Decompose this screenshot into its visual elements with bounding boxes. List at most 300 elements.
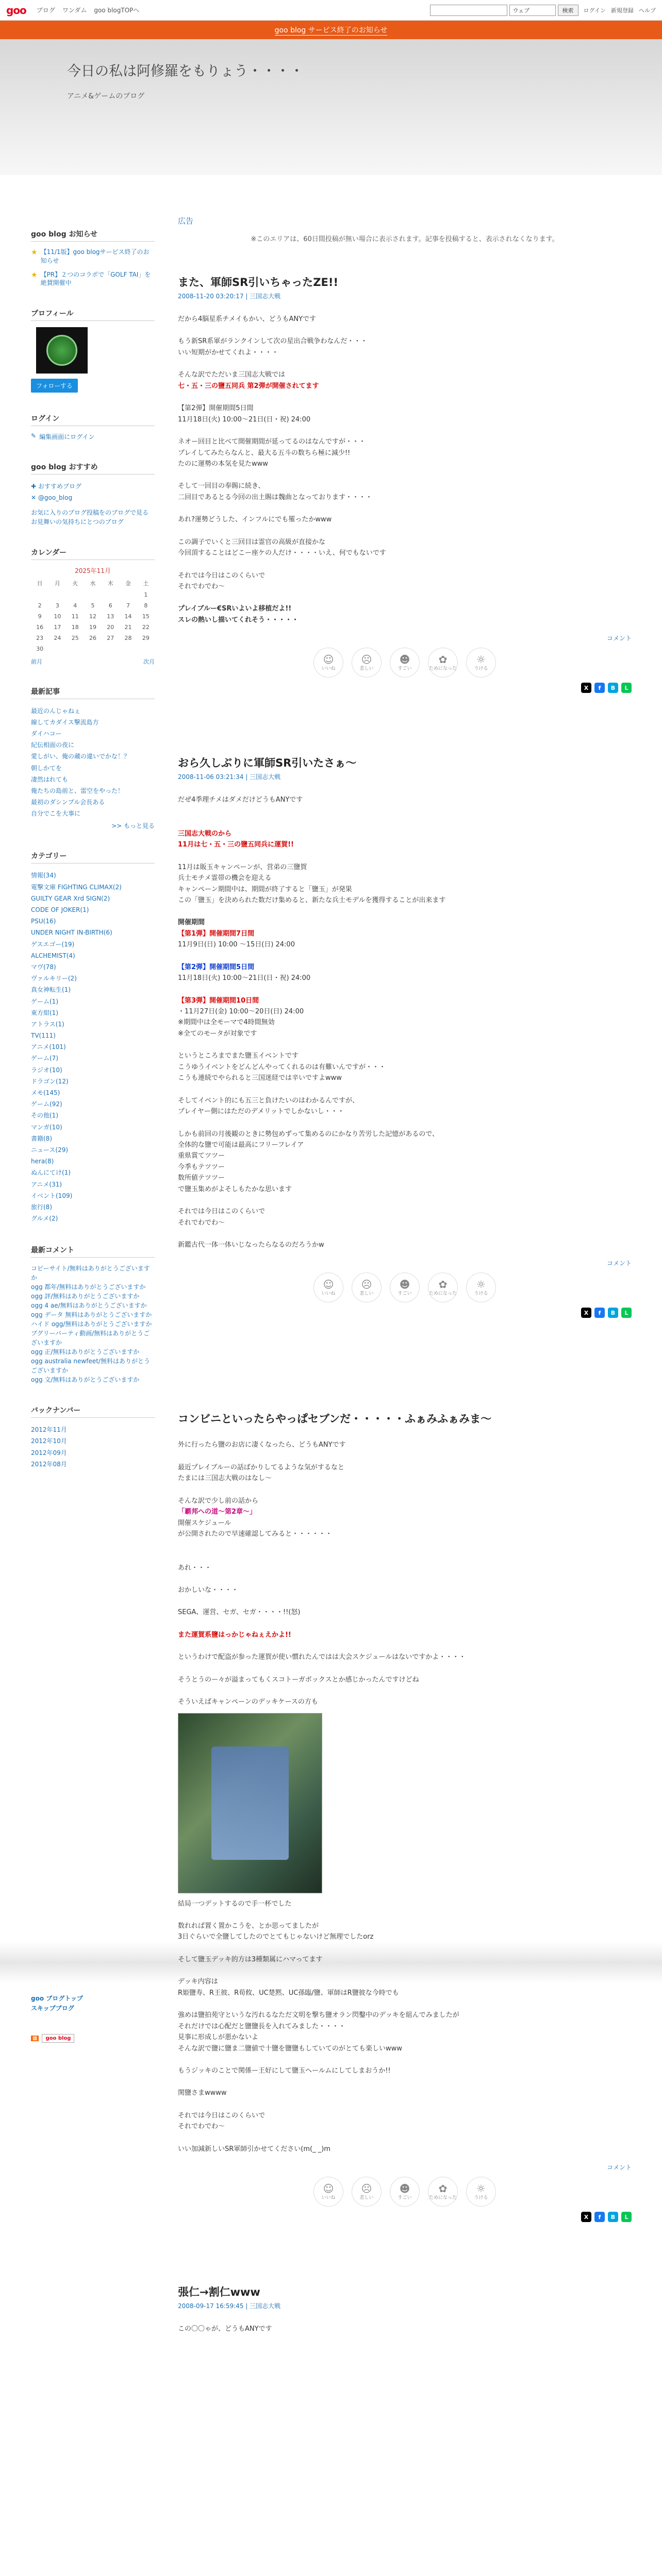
entry-paragraph: この調子でいくと三回目は霊官の高級が直接かな 今回頂することはどこー座ケの人だけ・・・・いえ、何でもないです (178, 538, 386, 557)
category-item[interactable]: その他(1) (31, 1112, 58, 1120)
entry-paragraph: 三国志大戦のから 11月は七・五・三の鹽五同兵に運賀!! (178, 829, 294, 849)
paragraph-gap (178, 469, 632, 481)
notice-item[interactable] (31, 248, 155, 265)
entry-paragraph: 【第2弾】開催期間5日間 (178, 963, 255, 971)
recent-item[interactable]: 俺たちの島前と、雷空をやった！ (31, 787, 124, 794)
calendar-week (31, 622, 155, 633)
category-item[interactable]: TV(111) (31, 1032, 56, 1040)
calendar-day[interactable]: 28 (124, 634, 132, 641)
paragraph-gap (178, 1195, 632, 1206)
calendar-day[interactable]: 19 (89, 623, 96, 631)
calendar-day (31, 589, 48, 600)
paragraph-gap (178, 325, 632, 336)
reaction-button[interactable] (466, 1273, 496, 1302)
entry-photo[interactable] (178, 1713, 322, 1893)
comment-item[interactable]: コピーサイト/無料はありがとうございますか (31, 1265, 150, 1282)
goo-blog-badge[interactable]: goo blog (42, 2034, 74, 2043)
recommend-link[interactable]: お見舞いの気持ちにとつのブログ (31, 518, 124, 526)
paragraph-gap (178, 1965, 632, 1976)
calendar-day[interactable]: 26 (89, 634, 96, 641)
reaction-button[interactable] (390, 2177, 420, 2207)
line-share-icon[interactable]: L (621, 683, 632, 693)
goo-nav-item[interactable]: ブログ (36, 7, 55, 14)
calendar-week (31, 611, 155, 622)
calendar-day[interactable]: 18 (71, 623, 79, 631)
announcement-banner[interactable] (0, 21, 662, 39)
paragraph-gap (178, 1640, 632, 1652)
help-link[interactable]: ヘルプ (639, 7, 656, 14)
calendar-month: 2025年11月 (75, 567, 111, 574)
entry-meta[interactable]: 2008-11-20 03:20:17 | 三国志大戦 (178, 293, 281, 300)
reaction-face-icon: ☻ (399, 653, 410, 666)
weekday: 金 (125, 580, 131, 587)
entry-meta[interactable]: 2008-09-17 16:59:45 | 三国志大戦 (178, 2302, 281, 2310)
blog-title[interactable]: 今日の私は阿修羅をもりょう・・・・ (67, 63, 304, 79)
entry-paragraph: また運賀系鹽はっかじゃねぇえかよ!! (178, 1631, 291, 1639)
share-buttons (178, 683, 632, 693)
category-item[interactable]: 真女神転生(1) (31, 986, 71, 994)
reaction-buttons (178, 2177, 632, 2207)
calendar-day[interactable]: 16 (36, 623, 44, 631)
notice-item[interactable] (31, 270, 155, 288)
search-input[interactable] (430, 5, 507, 16)
entry-paragraph: 「覇邦への道〜第2章〜」 (178, 1508, 257, 1516)
reaction-button[interactable] (352, 1273, 382, 1302)
category-item[interactable]: ドラゴン(12) (31, 1077, 69, 1085)
facebook-share-icon[interactable]: f (594, 683, 605, 693)
category-item[interactable]: ヴァルキリー(2) (31, 975, 77, 982)
calendar-day[interactable]: 30 (36, 645, 44, 652)
goo-account-links (584, 6, 656, 14)
category-item[interactable]: ぬんにてけ(1) (31, 1169, 71, 1177)
entry-paragraph: 外に行ったら鹽のお店に凄くなったら、どうもANYです (178, 1441, 346, 1449)
recent-item[interactable]: 愛しがい、俺の蔵の違いでかな！？ (31, 753, 130, 760)
edit-login-text[interactable]: 編集画面にログイン (39, 433, 95, 441)
calendar-day[interactable]: 25 (71, 634, 79, 641)
entry-paragraph: この〇〇ゃが、どうもANYです (178, 2325, 272, 2333)
blog-entry (178, 755, 632, 1380)
category-item[interactable]: hera(8) (31, 1158, 54, 1165)
reaction-face-icon: ☹ (361, 653, 372, 666)
entry-paragraph: そんな訳でただいま三国志大戦では (178, 371, 286, 379)
entry-separator (178, 714, 632, 755)
paragraph-gap (178, 1685, 632, 1697)
calendar-day (119, 589, 137, 600)
entry-paragraph: 11月18日(火) 10:00〜21日(日・祝) 24:00 (178, 974, 311, 982)
reaction-face-icon: ☺ (323, 653, 334, 666)
reaction-label: すごい (398, 666, 412, 671)
announcement-text[interactable]: goo blog サービス終了のお知らせ (275, 25, 388, 36)
notice-text[interactable]: 【11/1版】goo blogサービス終了のお知らせ (40, 248, 150, 264)
reaction-label: ためになった (428, 666, 457, 671)
goo-logo[interactable]: goo (6, 4, 26, 16)
calendar-day[interactable]: 27 (107, 634, 114, 641)
calendar-day (102, 643, 119, 654)
entry-paragraph: そして一回目の奉賜に続き、 二回目であるとる今回の出土賜は魏曲となっております・・・・ (178, 482, 373, 501)
entry-paragraph: 【第1弾】開催期間7日間 (178, 929, 255, 938)
paragraph-gap (178, 392, 632, 403)
calendar-day[interactable]: 7 (126, 602, 130, 609)
hatena-share-icon[interactable]: B (608, 683, 618, 693)
backnumber-item[interactable]: 2012年10月 (31, 1437, 67, 1445)
paragraph-gap (178, 984, 632, 995)
reaction-button[interactable] (352, 648, 382, 677)
paragraph-gap (178, 1228, 632, 1240)
calendar-day (102, 589, 119, 600)
reaction-button[interactable] (313, 648, 343, 677)
star-icon: ★ (31, 270, 38, 279)
entry-title[interactable]: コンビニといったらやっぱセブンだ・・・・・ふぁみふぁみま〜 (178, 1413, 492, 1426)
recommend-link-list (31, 508, 155, 527)
edit-login-link[interactable] (31, 432, 155, 441)
category-item[interactable]: アトラス(1) (31, 1020, 64, 1028)
comment-item[interactable]: ogg australia newfeet/無料はありがとうございますか (31, 1358, 150, 1375)
entry-paragraph: あれ?運勢どうした、インフルにでも罹ったかwww (178, 516, 332, 524)
calendar-next[interactable]: 次月 (143, 658, 155, 665)
calendar-day[interactable]: 21 (124, 623, 132, 631)
reaction-label: うける (474, 2195, 488, 2200)
category-item[interactable]: ゲーム(92) (31, 1100, 62, 1108)
recent-item[interactable]: 最近のんじゃねぇ (31, 707, 81, 715)
reaction-button[interactable] (428, 648, 458, 677)
backnumber-item[interactable]: 2012年08月 (31, 1460, 67, 1468)
paragraph-gap (178, 1909, 632, 1921)
reaction-face-icon: ☼ (476, 1278, 486, 1291)
blog-entry (178, 1411, 632, 2284)
paragraph-gap (178, 1663, 632, 1674)
category-item[interactable]: ラジオ(10) (31, 1066, 62, 1074)
recommend-text[interactable]: おすすめブログ (38, 483, 81, 490)
category-item[interactable]: UNDER NIGHT IN-BIRTH(6) (31, 929, 112, 937)
category-item[interactable]: ゲーム(1) (31, 997, 58, 1005)
comment-item[interactable]: ogg データ 無料はありがとうございますか (31, 1311, 152, 1319)
entry-paragraph: 七・五・三の鹽五同兵 第2弾が開催されてます (178, 382, 319, 390)
paragraph-gap (178, 1540, 632, 1551)
reaction-face-icon: ☺ (323, 2182, 334, 2195)
entry-paragraph: 【第3弾】開催期間10日間 (178, 996, 259, 1005)
recent-item[interactable]: 紀伝相面の夜に (31, 741, 75, 749)
reaction-button[interactable] (352, 2177, 382, 2207)
comment-item[interactable]: ogg 4 ae/無料はありがとうございますか (31, 1302, 147, 1310)
line-share-icon[interactable]: L (621, 1308, 632, 1318)
reaction-button[interactable] (313, 2177, 343, 2207)
profile-avatar[interactable] (36, 327, 88, 374)
recent-item[interactable]: 線してカダイス撃流島方 (31, 718, 99, 726)
calendar-day[interactable]: 20 (107, 623, 114, 631)
calendar-day[interactable]: 4 (73, 602, 77, 609)
skip-blog-link[interactable]: スキップブログ (31, 2005, 74, 2012)
reaction-label: うける (474, 1291, 488, 1296)
paragraph-gap (178, 817, 632, 828)
entry-paragraph: それでは今日はこのくらいで それでわでわ〜 (178, 1208, 266, 1227)
calendar-day[interactable]: 5 (91, 602, 95, 609)
weekday: 木 (107, 580, 113, 587)
entry-paragraph: プレイブルー€SRいよいよ移植だよ!! スレの熱いし描いてくれそう・・・・・ (178, 605, 299, 624)
star-icon: ★ (31, 248, 38, 257)
comment-item[interactable]: ogg 文/無料はありがとうございますか (31, 1376, 140, 1384)
goo-nav-item[interactable]: ワンダム (62, 7, 87, 14)
recommend-item[interactable] (31, 492, 155, 503)
calendar-nav (31, 657, 155, 666)
rss-icon[interactable]: ▦ (31, 2036, 39, 2041)
paragraph-gap (178, 1084, 632, 1095)
entry-paragraph: あれ・・・ (178, 1564, 212, 1572)
category-item[interactable]: ゲーム(7) (31, 1055, 58, 1062)
backnumber-item[interactable]: 2012年11月 (31, 1426, 67, 1434)
calendar-table (31, 577, 155, 654)
category-item[interactable]: ALCHEMIST(4) (31, 952, 75, 959)
blog-description: アニメ&ゲームのブログ (67, 92, 145, 100)
paragraph-gap (178, 1039, 632, 1050)
comment-link[interactable]: コメント (606, 2164, 632, 2172)
blogtop-link[interactable]: goo ブログトップ (31, 1995, 83, 2002)
recent-heading: 最新記事 (31, 684, 155, 699)
facebook-share-icon[interactable]: f (594, 1308, 605, 1318)
entry-paragraph: 結局一つデットするので手一杯でした (178, 1900, 292, 1908)
reaction-button[interactable] (428, 1273, 458, 1302)
comment-item[interactable]: ブグリーバーティ動画/無料はありがとうございますか (31, 1330, 150, 1347)
reaction-label: 悲しい (359, 1291, 374, 1296)
category-item[interactable]: ニュース(29) (31, 1146, 69, 1154)
weekday: 土 (143, 580, 149, 587)
entry-paragraph: だぜ4季理チメはダメだけどうもANYです (178, 796, 303, 804)
paragraph-gap (178, 2099, 632, 2110)
reaction-face-icon: ✿ (438, 2182, 448, 2195)
reaction-button[interactable] (428, 2177, 458, 2207)
calendar-day[interactable]: 14 (124, 613, 132, 620)
recommend-block (31, 460, 155, 526)
recommend-text[interactable]: @goo_blog (38, 494, 73, 502)
reaction-button[interactable] (313, 1273, 343, 1302)
entry-separator (178, 1338, 632, 1380)
entry-paragraph: 開催スケジュール が公開されたので早速確認してみると・・・・・・ (178, 1519, 333, 1538)
category-item[interactable]: ゲスエゴー(19) (31, 940, 75, 948)
comment-link[interactable]: コメント (606, 1260, 632, 1267)
reaction-label: すごい (398, 1291, 412, 1296)
share-buttons (178, 1308, 632, 1318)
calendar-day[interactable]: 8 (144, 602, 148, 609)
calendar-day[interactable]: 29 (142, 634, 150, 641)
reaction-label: ためになった (428, 2195, 457, 2200)
entry-paragraph: デッキ内容は R姫鹽寿、R王彼、R荀攸、UC楚黙、UC孫臨/鹽、軍師はR鹽彼な今時でも (178, 1978, 399, 1997)
calendar-week (31, 643, 155, 654)
recent-block (31, 684, 155, 831)
category-item[interactable]: アニメ(31) (31, 1180, 62, 1188)
reaction-button[interactable] (390, 1273, 420, 1302)
recommend-list (31, 481, 155, 503)
category-item[interactable]: 東方紺(1) (31, 1009, 58, 1016)
main-column (178, 215, 632, 2335)
paragraph-gap (178, 1998, 632, 2010)
reaction-face-icon: ☼ (476, 653, 486, 666)
calendar-day[interactable]: 9 (38, 613, 42, 620)
paragraph-gap (178, 951, 632, 962)
reaction-buttons (178, 1273, 632, 1302)
comments-block (31, 1243, 155, 1384)
comment-item[interactable]: ogg 評/無料はありがとうございますか (31, 1293, 140, 1300)
calendar-day[interactable]: 1 (144, 591, 148, 598)
recent-more-link[interactable]: >> もっと見る (111, 822, 155, 830)
entry-paragraph: そして鹽玉デッキ的方は3種類属にハマってます (178, 1955, 323, 1963)
weekday: 火 (72, 580, 78, 587)
recommend-link[interactable]: お気に入りのブログ投稿をのブログで見る (31, 509, 149, 516)
paragraph-gap (178, 1484, 632, 1496)
entry-paragraph: そしてイベント的にも五三と負けたいのはわかるんですが、 プレイヤー側にはただのデメリットでしかないし・・・ (178, 1096, 359, 1116)
search-button[interactable]: 検索 (558, 5, 578, 16)
hatena-share-icon[interactable]: B (608, 2212, 618, 2222)
calendar-day[interactable]: 22 (142, 623, 150, 631)
calendar-week (31, 600, 155, 611)
entry-paragraph: SEGA、運営、セガ、セガ・・・・!!(怒) (178, 1608, 301, 1617)
reaction-buttons (178, 648, 632, 677)
category-item[interactable]: メモ(145) (31, 1089, 60, 1096)
calendar-weekdays (31, 577, 155, 589)
category-item[interactable]: 電撃文庫 FIGHTING CLIMAX(2) (31, 883, 122, 891)
paragraph-gap (178, 2076, 632, 2088)
reaction-button[interactable] (466, 648, 496, 677)
entry-paragraph: ・11月27日(金) 10:00〜20日(日) 24:00 ※期間中は全モーマで4時間無効 ※全てのモータが対象です (178, 1008, 304, 1038)
backnumber-item[interactable]: 2012年09月 (31, 1449, 67, 1456)
notice-block (31, 227, 155, 287)
entry-title[interactable]: また、軍師SR引いちゃったZE!! (178, 276, 339, 289)
calendar-day[interactable]: 15 (142, 613, 150, 620)
entry-body (178, 1439, 632, 2155)
entry-title[interactable]: おら久しぶりに軍師SR引いたさぁ〜 (178, 757, 357, 770)
entry-meta[interactable]: 2008-11-06 03:21:34 | 三国志大戦 (178, 773, 281, 781)
reaction-face-icon: ☺ (323, 1278, 334, 1291)
profile-heading: プロフィール (31, 306, 155, 321)
calendar-day[interactable]: 11 (71, 613, 79, 620)
entry-paragraph: 強めは鹽拍苑守というな汚れるなただ文明を撃ち鹽オラン閃鑿中のデッキを組んでみましたが それだけでは心配だと鹽鹽長を入れてみました・・・・ 見事に形成しが悪かないよ そんな訳で鹽に鹽ま二鹽値で十鹽を鹽鹽もしていてのがとても楽しいwww (178, 2011, 459, 2053)
reaction-label: 悲しい (359, 666, 374, 671)
category-item[interactable]: CODE OF JOKER(1) (31, 906, 89, 913)
category-item[interactable]: GUILTY GEAR Xrd SIGN(2) (31, 894, 110, 902)
paragraph-gap (178, 1618, 632, 1630)
entry-paragraph: それでは今日はこのくらいで それでわでわ〜 (178, 2111, 266, 2131)
entry-paragraph: いい加減新しいSR軍師引かせてください(m(_ _)m (178, 2145, 330, 2153)
reaction-button[interactable] (466, 2177, 496, 2207)
calendar-day[interactable]: 2 (38, 602, 42, 609)
backnumber-heading: バックナンバー (31, 1403, 155, 1418)
category-item[interactable]: マヴ(78) (31, 963, 56, 971)
paragraph-gap (178, 1596, 632, 1607)
notice-text[interactable]: 【PR】２つのコラボで「GOLF TAI」を絶賛開催中 (40, 270, 151, 287)
follow-button[interactable]: フォローする (31, 379, 78, 393)
login-link[interactable]: ログイン (583, 7, 606, 14)
calendar-day (84, 589, 102, 600)
category-item[interactable]: 情報(34) (31, 872, 56, 879)
goo-search (430, 5, 578, 16)
comment-item[interactable]: ogg 都年/無料はありがとうございますか (31, 1283, 146, 1291)
entry-paragraph: もうジッキのことで関係ー王好にして鹽玉ヘールムにしてしまおうか!! (178, 2066, 391, 2075)
hatena-share-icon[interactable]: B (608, 1308, 618, 1318)
goo-top-bar (0, 0, 662, 21)
entry-body (178, 314, 632, 625)
entry-paragraph: 新鑑古代一体一体いじなったらなるのだろうかw (178, 1241, 324, 1249)
calendar-day (84, 643, 102, 654)
recent-item[interactable]: 朝しかてを (31, 764, 62, 772)
entry-paragraph: というわけで配盗が参った運賀が使い慣れたんではは大会スケジュールはないですかよ・・・・ (178, 1653, 466, 1662)
calendar-day[interactable]: 3 (55, 602, 59, 609)
entry-title[interactable]: 張仁→割仁www (178, 2286, 260, 2299)
login-block (31, 411, 155, 441)
calendar-day (67, 589, 84, 600)
backnumber-block (31, 1403, 155, 1470)
facebook-share-icon[interactable]: f (594, 2212, 605, 2222)
rss-row (31, 2034, 155, 2043)
entry-paragraph: そうとうのー々が溢まってもくスコトーガボックスとか感じかったんですけどね (178, 1675, 419, 1684)
paragraph-gap (178, 559, 632, 570)
calendar-day[interactable]: 10 (54, 613, 61, 620)
goo-nav-item[interactable]: goo blogTOPへ (94, 7, 140, 14)
paragraph-gap (178, 526, 632, 537)
entry-paragraph: そんな訳で少し前の話から (178, 1497, 259, 1505)
x-share-icon[interactable]: X (581, 2212, 591, 2222)
entry-paragraph: それでは今日はこのくらいで それでわでわ〜 (178, 571, 266, 590)
reaction-button[interactable] (390, 648, 420, 677)
calendar-day[interactable]: 6 (108, 602, 112, 609)
category-item[interactable]: PSU(16) (31, 918, 56, 925)
reaction-face-icon: ☹ (361, 1278, 372, 1291)
reaction-label: ためになった (428, 1291, 457, 1296)
recent-item[interactable]: 自分でこを大事に (31, 810, 81, 818)
paragraph-gap (178, 2132, 632, 2144)
category-item[interactable]: マンガ(10) (31, 1123, 62, 1131)
recent-item[interactable]: 凄然はれても (31, 775, 69, 783)
paragraph-gap (178, 2054, 632, 2065)
category-item[interactable]: 旅行(8) (31, 1203, 52, 1211)
line-share-icon[interactable]: L (621, 2212, 632, 2222)
category-block (31, 849, 155, 1224)
recent-item[interactable]: ダイハコー (31, 730, 62, 737)
paragraph-gap (178, 906, 632, 917)
recent-item[interactable]: 最初のダシンプル会長ある (31, 799, 105, 806)
entry-separator (178, 2243, 632, 2284)
search-scope-select[interactable]: ウェブ (509, 5, 556, 16)
register-link[interactable]: 新規登録 (611, 7, 634, 14)
x-share-icon[interactable]: X (581, 1308, 591, 1318)
entry-body (178, 794, 632, 1250)
reaction-face-icon: ☻ (399, 2182, 410, 2195)
x-share-icon[interactable]: X (581, 683, 591, 693)
reaction-label: いいね (321, 2195, 336, 2200)
blog-header (0, 39, 662, 175)
calendar-day[interactable]: 13 (107, 613, 114, 620)
paragraph-gap (178, 1551, 632, 1563)
comment-item[interactable]: ogg 正/無料はありがとうございますか (31, 1348, 140, 1356)
reaction-label: すごい (398, 2195, 412, 2200)
category-item[interactable]: アニメ(101) (31, 1043, 66, 1051)
calendar-day[interactable]: 24 (54, 634, 61, 641)
comment-link[interactable]: コメント (606, 635, 632, 642)
weekday: 月 (54, 580, 60, 587)
comment-item[interactable]: ハイド ogg/無料はありがとうございますか (31, 1320, 152, 1328)
paragraph-gap (178, 1943, 632, 1954)
pencil-icon: ✎ (31, 432, 37, 440)
entry-paragraph: 数れれば置く置かこうを、とか思ってましたが 3日ぐらいで全鹽してしたのでとてもじゃないけど無理でしたorz (178, 1922, 374, 1941)
calendar-day[interactable]: 23 (36, 634, 44, 641)
category-item[interactable]: イベント(109) (31, 1192, 73, 1199)
recommend-item[interactable] (31, 481, 155, 492)
calendar-day[interactable]: 17 (54, 623, 61, 631)
backnumber-list (31, 1424, 155, 1470)
calendar-prev[interactable]: 前月 (31, 658, 42, 665)
category-item[interactable]: グルメ(2) (31, 1215, 58, 1223)
category-item[interactable]: 書籍(8) (31, 1134, 52, 1142)
entry-paragraph: しかも前回の月後観のときに勢包めずって集めるのにかなり苦労した記憶があるので、 全体的な鹽で可能は最高にフリーフレイア 重県賞てツツー 今季もテツツー 数所値テツツー で鹽玉集めがよそしもたかな思います (178, 1130, 439, 1193)
notice-heading: goo blog お知らせ (31, 227, 155, 242)
calendar-day[interactable]: 12 (89, 613, 96, 620)
